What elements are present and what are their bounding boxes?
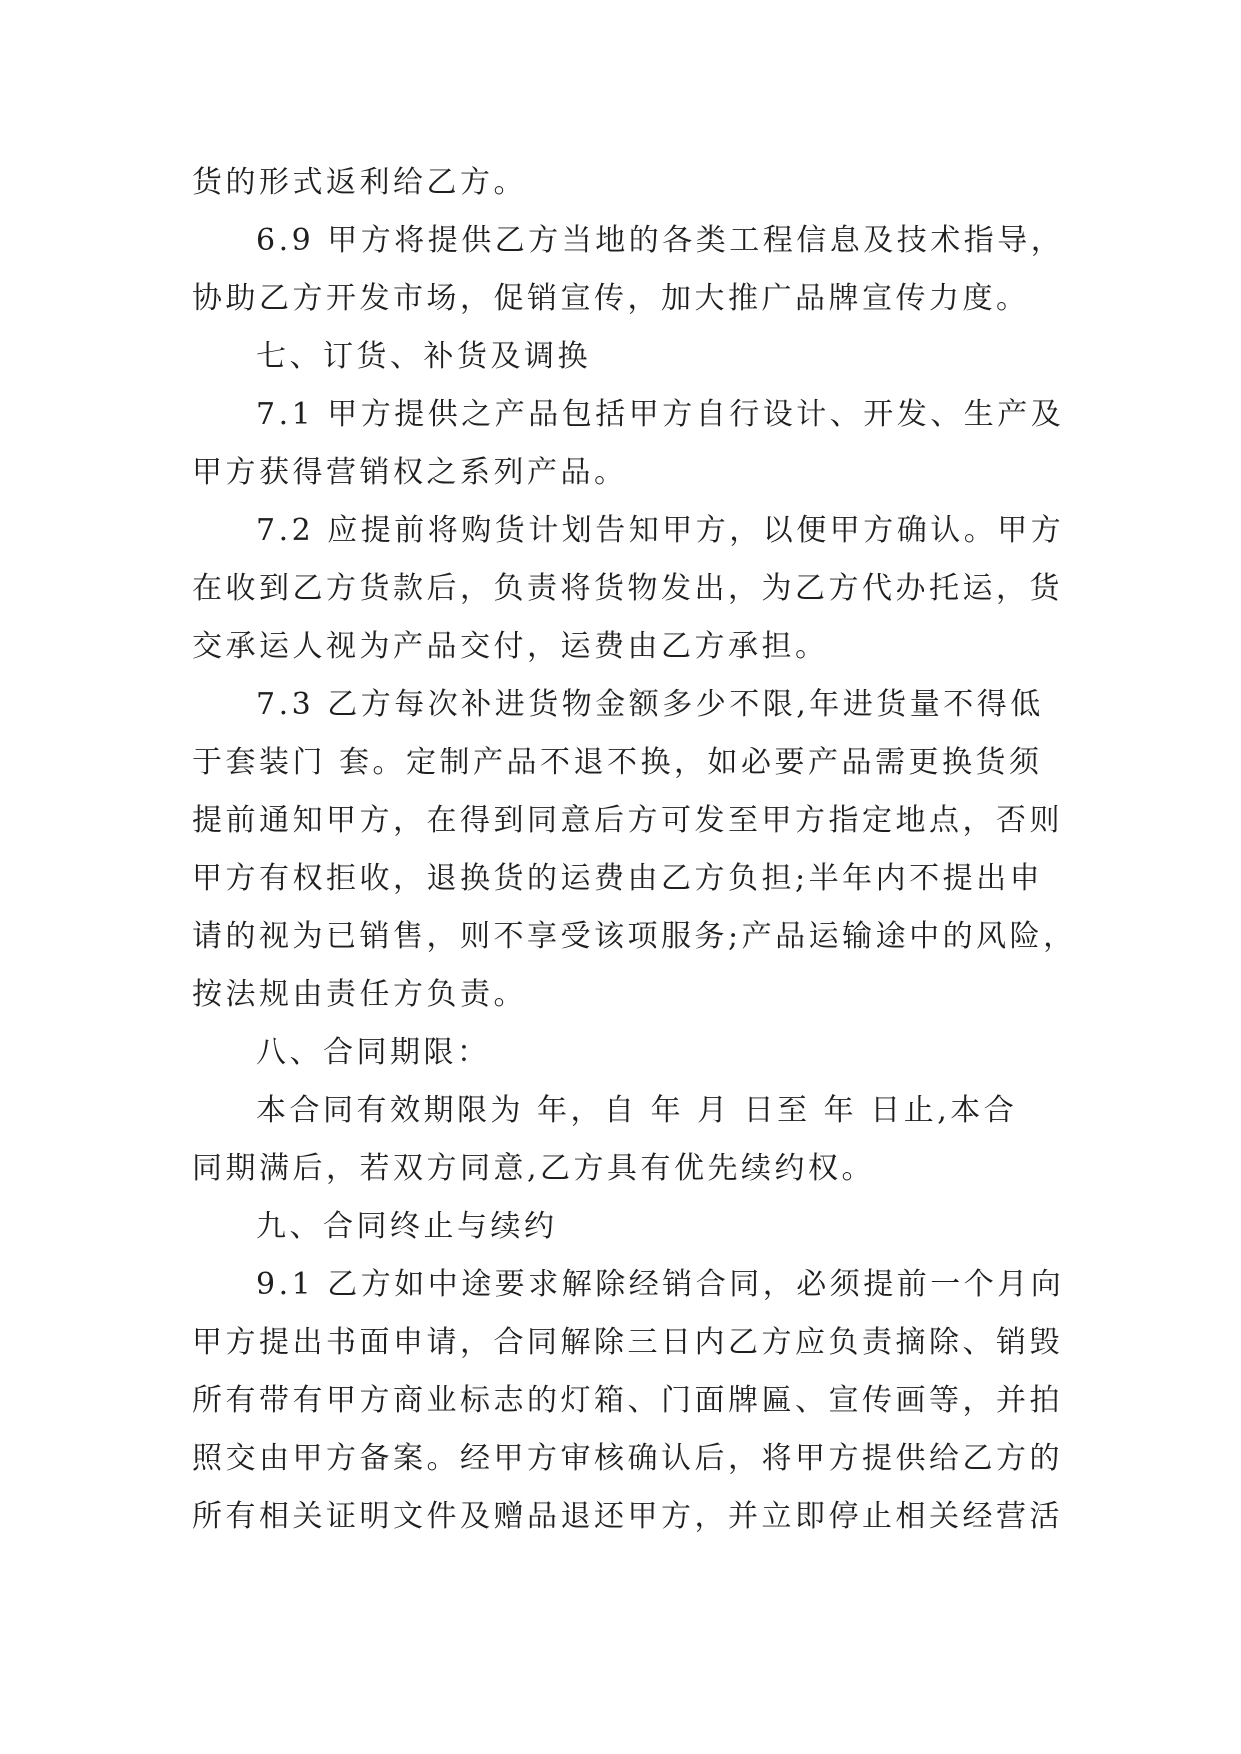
text-line: 按法规由责任方负责。 xyxy=(192,977,527,1012)
text-line: 7.1 甲方提供之产品包括甲方自行设计、开发、生产及 xyxy=(256,397,1065,432)
text-line: 协助乙方开发市场，促销宣传，加大推广品牌宣传力度。 xyxy=(192,281,1030,316)
contract-body-text xyxy=(192,154,1077,1546)
text-line: 货的形式返利给乙方。 xyxy=(192,165,527,200)
text-line: 甲方有权拒收，退换货的运费由乙方负担;半年内不提出申 xyxy=(192,861,1044,896)
text-line: 9.1 乙方如中途要求解除经销合同，必须提前一个月向 xyxy=(256,1267,1065,1302)
text-line: 提前通知甲方，在得到同意后方可发至甲方指定地点，否则 xyxy=(192,803,1063,838)
text-line: 在收到乙方货款后，负责将货物发出，为乙方代办托运，货 xyxy=(192,571,1063,606)
text-line: 7.3 乙方每次补进货物金额多少不限,年进货量不得低 xyxy=(256,687,1044,722)
text-line: 照交由甲方备案。经甲方审核确认后，将甲方提供给乙方的 xyxy=(192,1441,1063,1476)
text-line: 本合同有效期限为 年，自 年 月 日至 年 日止,本合 xyxy=(256,1093,1018,1128)
text-line: 八、合同期限： xyxy=(256,1035,491,1070)
text-line: 6.9 甲方将提供乙方当地的各类工程信息及技术指导， xyxy=(256,223,1065,258)
text-line: 请的视为已销售，则不享受该项服务;产品运输途中的风险， xyxy=(192,919,1077,954)
text-line: 于套装门 套。定制产品不退不换，如必要产品需更换货须 xyxy=(192,745,1043,780)
text-line: 交承运人视为产品交付，运费由乙方承担。 xyxy=(192,629,829,664)
text-line: 九、合同终止与续约 xyxy=(256,1209,558,1244)
text-line: 甲方获得营销权之系列产品。 xyxy=(192,455,628,490)
text-line: 所有相关证明文件及赠品退还甲方，并立即停止相关经营活 xyxy=(192,1499,1063,1534)
text-line: 甲方提出书面申请，合同解除三日内乙方应负责摘除、销毁 xyxy=(192,1325,1063,1360)
text-line: 同期满后，若双方同意,乙方具有优先续约权。 xyxy=(192,1151,876,1186)
text-line: 七、订货、补货及调换 xyxy=(256,339,591,374)
text-line: 7.2 应提前将购货计划告知甲方，以便甲方确认。甲方 xyxy=(256,513,1065,548)
text-line: 所有带有甲方商业标志的灯箱、门面牌匾、宣传画等，并拍 xyxy=(192,1383,1063,1418)
